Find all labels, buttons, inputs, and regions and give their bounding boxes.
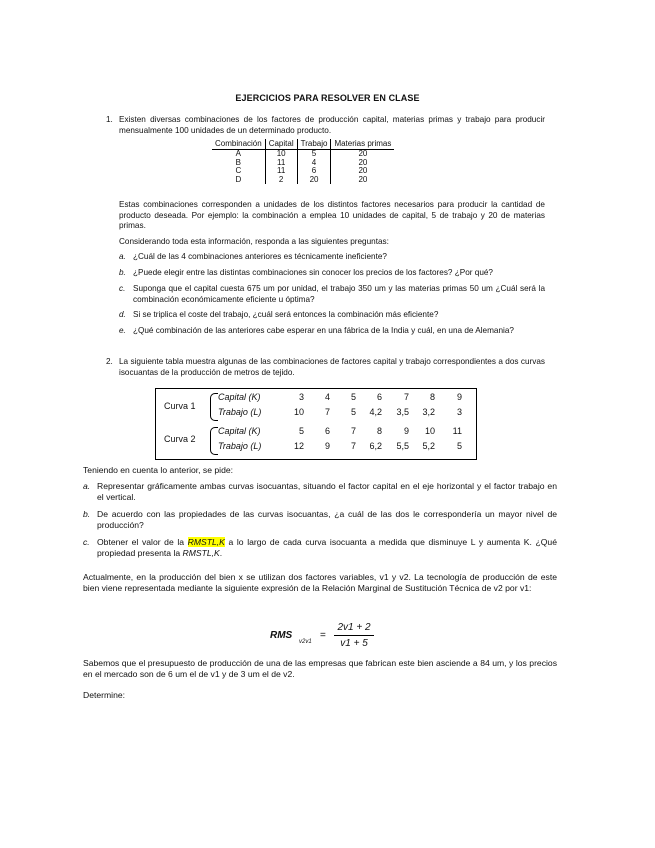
table-cell: 20 xyxy=(331,167,394,176)
table-cell: B xyxy=(235,157,242,167)
curve-1-trabajo-label: Trabajo (L) xyxy=(218,407,262,417)
table-cell: 6 xyxy=(324,426,330,436)
table-cell: 6,2 xyxy=(369,441,382,451)
table-cell: 4,2 xyxy=(369,407,382,417)
question-d: Si se triplica el coste del trabajo, ¿cuál será entonces la combinación más eficiente? xyxy=(133,310,439,319)
exercise-1-considering: Considerando toda esta información, responda a las siguientes preguntas: xyxy=(119,237,389,246)
curve-1-capital-label: Capital (K) xyxy=(218,392,261,402)
table-cell: 7 xyxy=(324,407,330,417)
question-letter: c. xyxy=(83,537,90,547)
exercise-2-pide: Teniendo en cuenta lo anterior, se pide: xyxy=(83,465,234,475)
exercise-2-question-c xyxy=(97,537,557,559)
rmst-formula xyxy=(270,622,410,652)
table-cell: C xyxy=(235,166,242,175)
table-header: Materias primas xyxy=(331,139,394,150)
curve-2-name: Curva 2 xyxy=(164,434,196,444)
table-cell: 4 xyxy=(297,159,331,168)
exercise-1-explanation: Estas combinaciones corresponden a unidades de los distintos factores necesarios para producir la cantidad de producto deseada. Por ejemplo: la combinación a emplea 10 unidades de capital, 5 de trabajo y 20 de materias primas. xyxy=(119,200,545,230)
table-header: Capital xyxy=(265,139,297,150)
question-letter: b. xyxy=(83,509,91,519)
table-cell: 10 xyxy=(424,426,435,436)
formula-equals: = xyxy=(320,630,326,641)
table-cell: 6 xyxy=(376,392,382,402)
table-cell: 6 xyxy=(297,167,331,176)
table-cell: 20 xyxy=(331,159,394,168)
combinations-table xyxy=(212,139,394,184)
exercise-2-intro: La siguiente tabla muestra algunas de las combinaciones de factores capital y trabajo correspondientes a dos curvas isocuantas de la producción de metros de tejido. xyxy=(119,357,545,377)
table-cell: 20 xyxy=(297,176,331,185)
exercise-2-number: 2. xyxy=(106,357,113,366)
rmst-highlight: RMSTL,K xyxy=(187,537,225,547)
question-letter: e. xyxy=(119,326,126,335)
table-cell: 10 xyxy=(293,407,304,417)
curve-2-brace xyxy=(210,427,218,455)
table-cell: 8 xyxy=(376,426,382,436)
formula-lhs: RMS xyxy=(270,630,293,641)
question-e: ¿Qué combinación de las anteriores cabe esperar en una fábrica de la India y cuál, en una de Alemania? xyxy=(133,326,514,335)
fraction-bar xyxy=(334,635,374,636)
formula-subscript: v2v1 xyxy=(299,639,312,645)
curve-1-name: Curva 1 xyxy=(164,401,196,411)
curve-2-capital-label: Capital (K) xyxy=(218,426,261,436)
question-b: ¿Puede elegir entre las distintas combinaciones sin conocer los precios de los factores? ¿Por qué? xyxy=(133,268,493,277)
question-a: ¿Cuál de las 4 combinaciones anteriores es técnicamente ineficiente? xyxy=(133,252,387,261)
question-letter: d. xyxy=(119,310,126,319)
table-cell: 3,5 xyxy=(396,407,409,417)
table-row xyxy=(212,176,394,185)
exercise-2-question-a: Representar gráficamente ambas curvas isocuantas, situando el factor capital en el eje horizontal y el factor trabajo en el vertical. xyxy=(97,481,557,502)
table-cell: 7 xyxy=(350,441,356,451)
curve-2-trabajo-label: Trabajo (L) xyxy=(218,441,262,451)
table-cell: 3,2 xyxy=(422,407,435,417)
table-cell: A xyxy=(235,149,242,158)
exercise-3-paragraph-1: Actualmente, en la producción del bien x se utilizan dos factores variables, v1 y v2. La tecnología de producción de este bien viene representada mediante la siguiente expresión de la Relación Marginal de Sustitución Técnica de v2 por v1: xyxy=(83,572,557,593)
table-cell: 9 xyxy=(324,441,330,451)
table-cell: 12 xyxy=(293,441,304,451)
table-cell: 9 xyxy=(403,426,409,436)
table-cell: 4 xyxy=(324,392,330,402)
question-letter: a. xyxy=(119,252,126,261)
table-header: Trabajo xyxy=(297,139,331,150)
table-cell: 5 xyxy=(350,407,356,417)
table-cell: 11 xyxy=(265,167,297,176)
table-cell: 11 xyxy=(265,159,297,168)
table-cell: 10 xyxy=(265,150,297,159)
question-c-text: a lo largo de cada curva isocuanta a medida que disminuye L y aumenta K. ¿Qué propiedad presenta la xyxy=(97,537,557,558)
table-cell: 3 xyxy=(456,407,462,417)
table-cell: 7 xyxy=(403,392,409,402)
rmst-term: RMSTL,K xyxy=(182,548,220,558)
table-cell: 11 xyxy=(452,426,462,436)
exercise-2-question-b: De acuerdo con las propiedades de las curvas isocuantas, ¿a cuál de las dos le correspondería un mayor nivel de producción? xyxy=(97,509,557,530)
exercise-3-determine: Determine: xyxy=(83,690,126,700)
table-cell: 5,5 xyxy=(396,441,409,451)
table-cell: 3 xyxy=(298,392,304,402)
table-header: Combinación xyxy=(212,139,265,150)
question-letter: b. xyxy=(119,268,126,277)
exercise-1-intro: Existen diversas combinaciones de los factores de producción capital, materias primas y trabajo para producir mensualmente 100 unidades de un determinado producto. xyxy=(119,115,545,135)
table-cell: 20 xyxy=(331,150,394,159)
question-letter: c. xyxy=(119,284,126,293)
question-c-text: . xyxy=(219,548,223,558)
table-header-row xyxy=(212,139,394,150)
table-cell: 5,2 xyxy=(422,441,435,451)
table-cell: 8 xyxy=(429,392,435,402)
question-letter: a. xyxy=(83,481,91,491)
table-cell: 5 xyxy=(350,392,356,402)
table-cell: 9 xyxy=(456,392,462,402)
table-cell: 5 xyxy=(297,150,331,159)
exercise-3-paragraph-2: Sabemos que el presupuesto de producción de una de las empresas que fabrican este bien asciende a 84 um, y los precios en el mercado son de 6 um el de v1 y de 3 um el de v2. xyxy=(83,658,557,679)
curve-1-brace xyxy=(210,393,218,421)
table-cell: 5 xyxy=(298,426,304,436)
isoquant-table xyxy=(155,388,477,460)
question-c-text: Obtener el valor de la xyxy=(97,537,188,547)
table-cell: 5 xyxy=(456,441,462,451)
exercise-1-number: 1. xyxy=(106,115,113,124)
formula-numerator: 2v1 + 2 xyxy=(337,622,371,633)
table-cell: 20 xyxy=(331,176,394,185)
table-cell: 7 xyxy=(350,426,356,436)
question-c: Suponga que el capital cuesta 675 um por unidad, el trabajo 350 um y las materias primas 50 um ¿Cuál será la combinación económicamente eficiente u óptima? xyxy=(133,284,545,304)
table-cell: 2 xyxy=(265,176,297,185)
formula-denominator: v1 + 5 xyxy=(340,638,368,649)
table-cell: D xyxy=(235,174,242,184)
page-title: EJERCICIOS PARA RESOLVER EN CLASE xyxy=(235,93,420,103)
